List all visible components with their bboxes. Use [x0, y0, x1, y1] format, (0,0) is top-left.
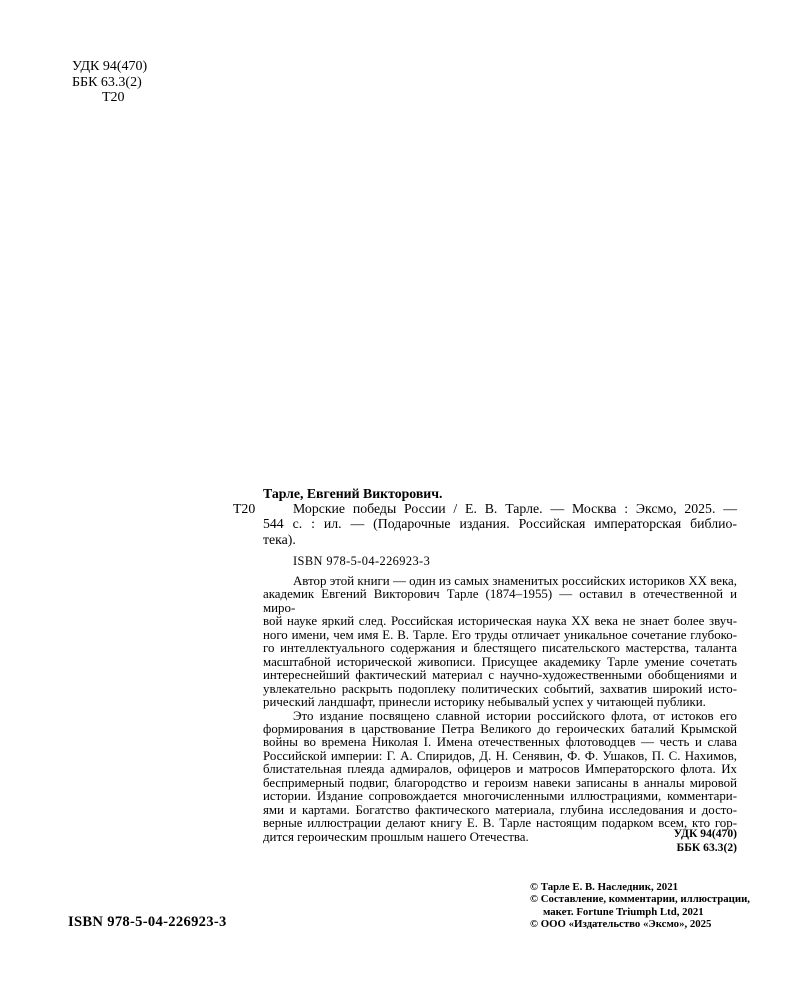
annotation-line: вой науке яркий след. Российская историческая наука XX века не знает более звуч-: [263, 614, 737, 629]
annotation-line: Это издание посвящено славной истории российского флота, от истоков его: [293, 708, 737, 723]
annotation-line: истории. Издание сопровождается многочисленными иллюстрациями, комментари-: [263, 789, 737, 804]
annotation-line: ного имени, чем имя Е. В. Тарле. Его труды отличает уникальное сочетание глубоко-: [263, 627, 737, 642]
author-code-margin: Т20: [233, 501, 256, 516]
annotation-paragraph-1: [263, 575, 737, 710]
bbk-right: ББК 63.3(2): [676, 840, 737, 854]
annotation-line: блистательная плеяда адмиралов, офицеров и матросов Императорского флота. Их: [263, 762, 737, 777]
annotation-line: академик Евгений Викторович Тарле (1874–1955) — оставил в отечественной и миро-: [263, 587, 737, 615]
annotation-line: го интеллектуального содержания и блестящего писательского мастерства, таланта: [263, 641, 737, 656]
author-code-top: Т20: [102, 90, 125, 105]
classification-right-block: [674, 827, 737, 855]
top-classification-block: [72, 59, 147, 106]
annotation-line: интереснейший фактический материал с научно-художественными обобщениями и: [263, 668, 737, 683]
udk-top: УДК 94(470): [72, 59, 148, 74]
annotation-line: дится героическим прошлым нашего Отечества.: [263, 829, 529, 844]
catalog-card: [233, 486, 737, 569]
author-heading: Тарле, Евгений Викторович.: [263, 486, 443, 501]
isbn-bottom: ISBN 978-5-04-226923-3: [68, 914, 227, 930]
annotation-line: войны во времена Николая I. Имена отечественных флотоводцев — честь и слава: [263, 735, 737, 750]
annotation-line: Российской империи: Г. А. Спиридов, Д. Н. Сенявин, Ф. Ф. Ушаков, П. С. Нахимов,: [263, 748, 737, 763]
copyright-line: © ООО «Издательство «Эксмо», 2025: [530, 918, 712, 931]
copyright-block: [530, 881, 750, 931]
description-line: Морские победы России / Е. В. Тарле. — Москва : Эксмо, 2025. —: [293, 501, 737, 517]
bibliographic-description: [263, 501, 737, 547]
udk-right: УДК 94(470): [673, 827, 737, 840]
annotation-line: верные иллюстрации делают книгу Е. В. Тарле настоящим подарком всем, кто гор-: [263, 816, 737, 831]
annotation-line: беспримерный подвиг, благородство и героизм навеки записаны в анналы мировой: [263, 775, 737, 790]
description-line: тека).: [263, 531, 296, 547]
copyright-line: макет. Fortune Triumph Ltd, 2021: [543, 905, 704, 918]
copyright-line: © Составление, комментарии, иллюстрации,: [530, 893, 751, 906]
isbn-card: ISBN 978-5-04-226923-3: [293, 553, 431, 568]
bbk-top: ББК 63.3(2): [72, 74, 142, 90]
annotation-line: Автор этой книги — один из самых знаменитых российских историков XX века,: [293, 574, 737, 588]
annotation-line: формирования в царствование Петра Великого до героических баталий Крымской: [263, 721, 737, 736]
annotation-paragraph-2: [263, 710, 737, 845]
annotation-line: увлекательно раскрыть подоплеку политических событий, захватив широкий исто-: [263, 681, 737, 696]
annotation-line: рический ландшафт, принесли историку небывалый успех у читающей публики.: [263, 695, 706, 710]
copyright-line: © Тарле Е. В. Наследник, 2021: [530, 881, 678, 893]
annotation-line: масштабной исторической живописи. Присущее академику Тарле умение сочетать: [263, 654, 737, 669]
annotation-line: ями и картами. Богатство фактического материала, глубина исследования и досто-: [263, 802, 737, 817]
annotation-block: [263, 575, 737, 844]
description-line: 544 с. : ил. — (Подарочные издания. Российская императорская библио-: [263, 516, 737, 532]
